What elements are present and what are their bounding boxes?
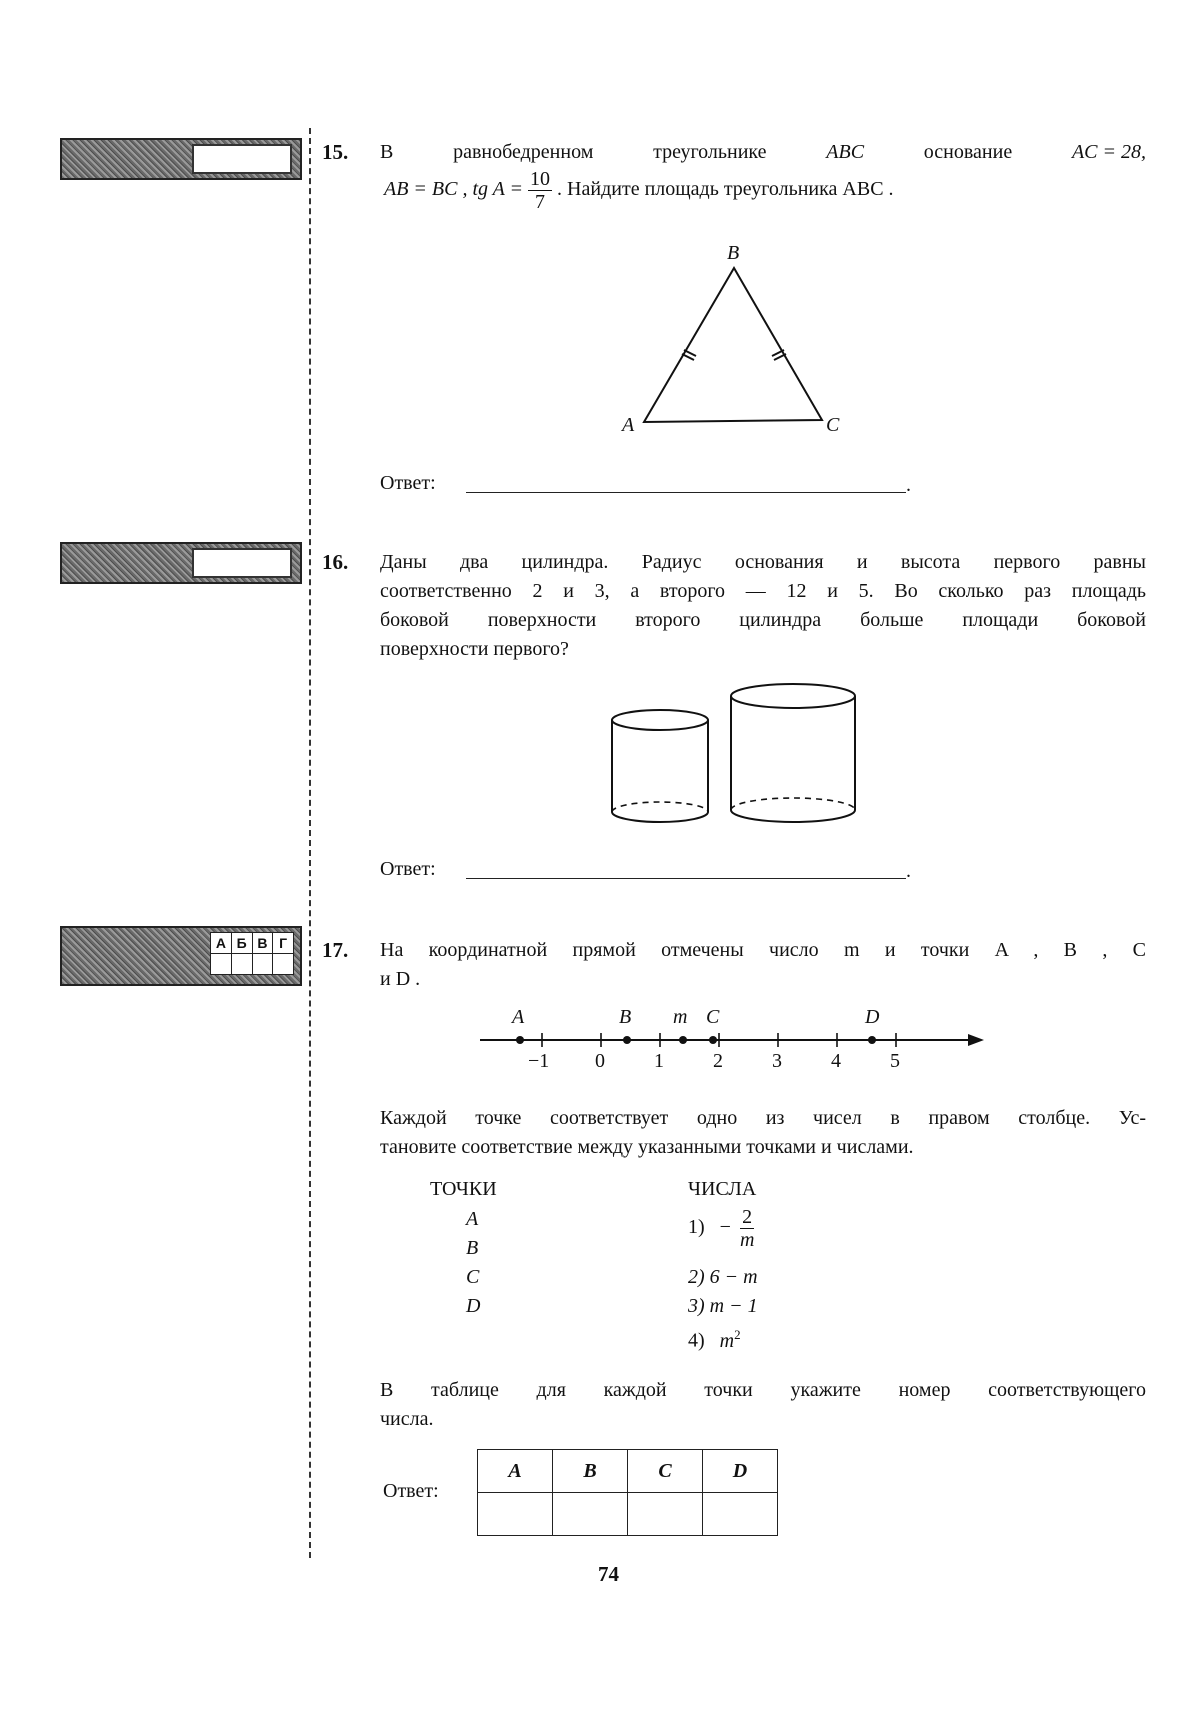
answer-15-field[interactable] (466, 492, 906, 493)
point-d (868, 1036, 876, 1044)
numbers-header: ЧИСЛА (688, 1178, 757, 1200)
answer-cell-a[interactable] (478, 1493, 553, 1536)
answer-17-label: Ответ: (383, 1480, 439, 1502)
point-row-d: D (466, 1295, 481, 1317)
tg-fraction: $\frac{10}{7}$ (530, 168, 551, 213)
task-16-answer-box (192, 548, 292, 578)
problem-17-task-text: Каждой точке соответствует одно из чисел в правом столбце. Ус- тановите соответствие между указанными точками и числами. (380, 1107, 1146, 1158)
problem-17-instruction: В таблице для каждой точки укажите номер соответствующего числа. (380, 1379, 1146, 1430)
tick-label-4: 4 (831, 1050, 841, 1072)
answer-16-label: Ответ: (380, 858, 436, 880)
answer-16-period: . (906, 860, 911, 882)
grid-letter: В (252, 933, 273, 954)
answer-cell-b[interactable] (553, 1493, 628, 1536)
answer-16-field[interactable] (466, 878, 906, 879)
table-header-d: D (703, 1450, 778, 1493)
answer-15-period: . (906, 474, 911, 496)
vertex-c-label: C (826, 414, 840, 436)
grid-letter: А (211, 933, 232, 954)
large-cylinder-bottom-back (731, 798, 855, 810)
number-option-2: 2) 6 − m (688, 1266, 758, 1288)
point-b (623, 1036, 631, 1044)
large-cylinder (731, 684, 855, 822)
problem-17-intro: На координатной прямой отмечены число m и точки A , B , C и D . (380, 939, 1146, 990)
vertex-b-label: B (727, 242, 740, 264)
small-cylinder-bottom-front (612, 812, 708, 822)
small-cylinder-bottom-back (612, 802, 708, 812)
problem-16-number: 16. (322, 550, 349, 574)
number-option-4: 4) $m^2$ (688, 1327, 741, 1352)
label-point-a: A (512, 1006, 525, 1028)
grid-cell[interactable] (211, 954, 232, 975)
page-number: 74 (598, 1562, 619, 1586)
point-a (516, 1036, 524, 1044)
point-row-c: C (466, 1266, 480, 1288)
grid-cell[interactable] (252, 954, 273, 975)
small-cylinder-top (612, 710, 708, 730)
problem-15-line2: AB = BC , tg A = $\frac{10}{7}$ . Найдите площадь треугольника ABC . (384, 168, 894, 213)
problem-17-number: 17. (322, 938, 349, 962)
triangle-figure (600, 240, 860, 440)
answer-cell-d[interactable] (703, 1493, 778, 1536)
problem-16-text: Даны два цилиндра. Радиус основания и высота первого равны соответственно 2 и 3, а второго — 12 и 5. Во сколько раз площадь боковой поверхности второго цилиндра больше площади боковой поверхности первого? (380, 551, 1146, 660)
label-point-m: m (673, 1006, 688, 1028)
tick-label-3: 3 (772, 1050, 782, 1072)
point-m (679, 1036, 687, 1044)
task-17-letter-grid (210, 932, 294, 976)
grid-letter: Г (273, 933, 294, 954)
tick-label-minus1: −1 (528, 1050, 550, 1072)
grid-cell[interactable] (231, 954, 252, 975)
cylinders-figure (600, 670, 870, 830)
label-point-d: D (865, 1006, 880, 1028)
tick-label-5: 5 (890, 1050, 900, 1072)
label-point-c: C (706, 1006, 720, 1028)
tick-label-0: 0 (595, 1050, 605, 1072)
axis-arrow (968, 1034, 984, 1046)
table-header-b: B (553, 1450, 628, 1493)
tick-label-2: 2 (713, 1050, 723, 1072)
grid-cell[interactable] (273, 954, 294, 975)
tick-label-1: 1 (654, 1050, 664, 1072)
large-cylinder-top (731, 684, 855, 708)
table-header-c: C (628, 1450, 703, 1493)
answer-cell-c[interactable] (628, 1493, 703, 1536)
point-row-b: B (466, 1237, 479, 1259)
answer-15-label: Ответ: (380, 472, 436, 494)
answer-17-table (477, 1449, 778, 1536)
triangle-abc (644, 268, 822, 422)
option-1-fraction: $\frac{2}{m}$ (739, 1206, 755, 1251)
number-option-1: 1) − $\frac{2}{m}$ (688, 1206, 755, 1251)
small-cylinder (612, 710, 708, 822)
problem-15-line1: В равнобедренном треугольнике ABC основание AC = 28, (380, 141, 1146, 163)
problem-15-number: 15. (322, 140, 349, 164)
vertex-a-label: A (622, 414, 635, 436)
point-c (709, 1036, 717, 1044)
number-option-3: 3) m − 1 (688, 1295, 758, 1317)
large-cylinder-bottom-front (731, 810, 855, 822)
grid-letter: Б (231, 933, 252, 954)
points-header: ТОЧКИ (430, 1178, 497, 1200)
task-17-tag (60, 926, 302, 986)
task-15-answer-box (192, 144, 292, 174)
margin-cut-line (309, 128, 311, 1558)
point-row-a: A (466, 1208, 479, 1230)
task-17-grid-table (210, 932, 294, 975)
task-16-tag (60, 542, 302, 584)
label-point-b: B (619, 1006, 632, 1028)
table-header-a: A (478, 1450, 553, 1493)
task-15-tag (60, 138, 302, 180)
